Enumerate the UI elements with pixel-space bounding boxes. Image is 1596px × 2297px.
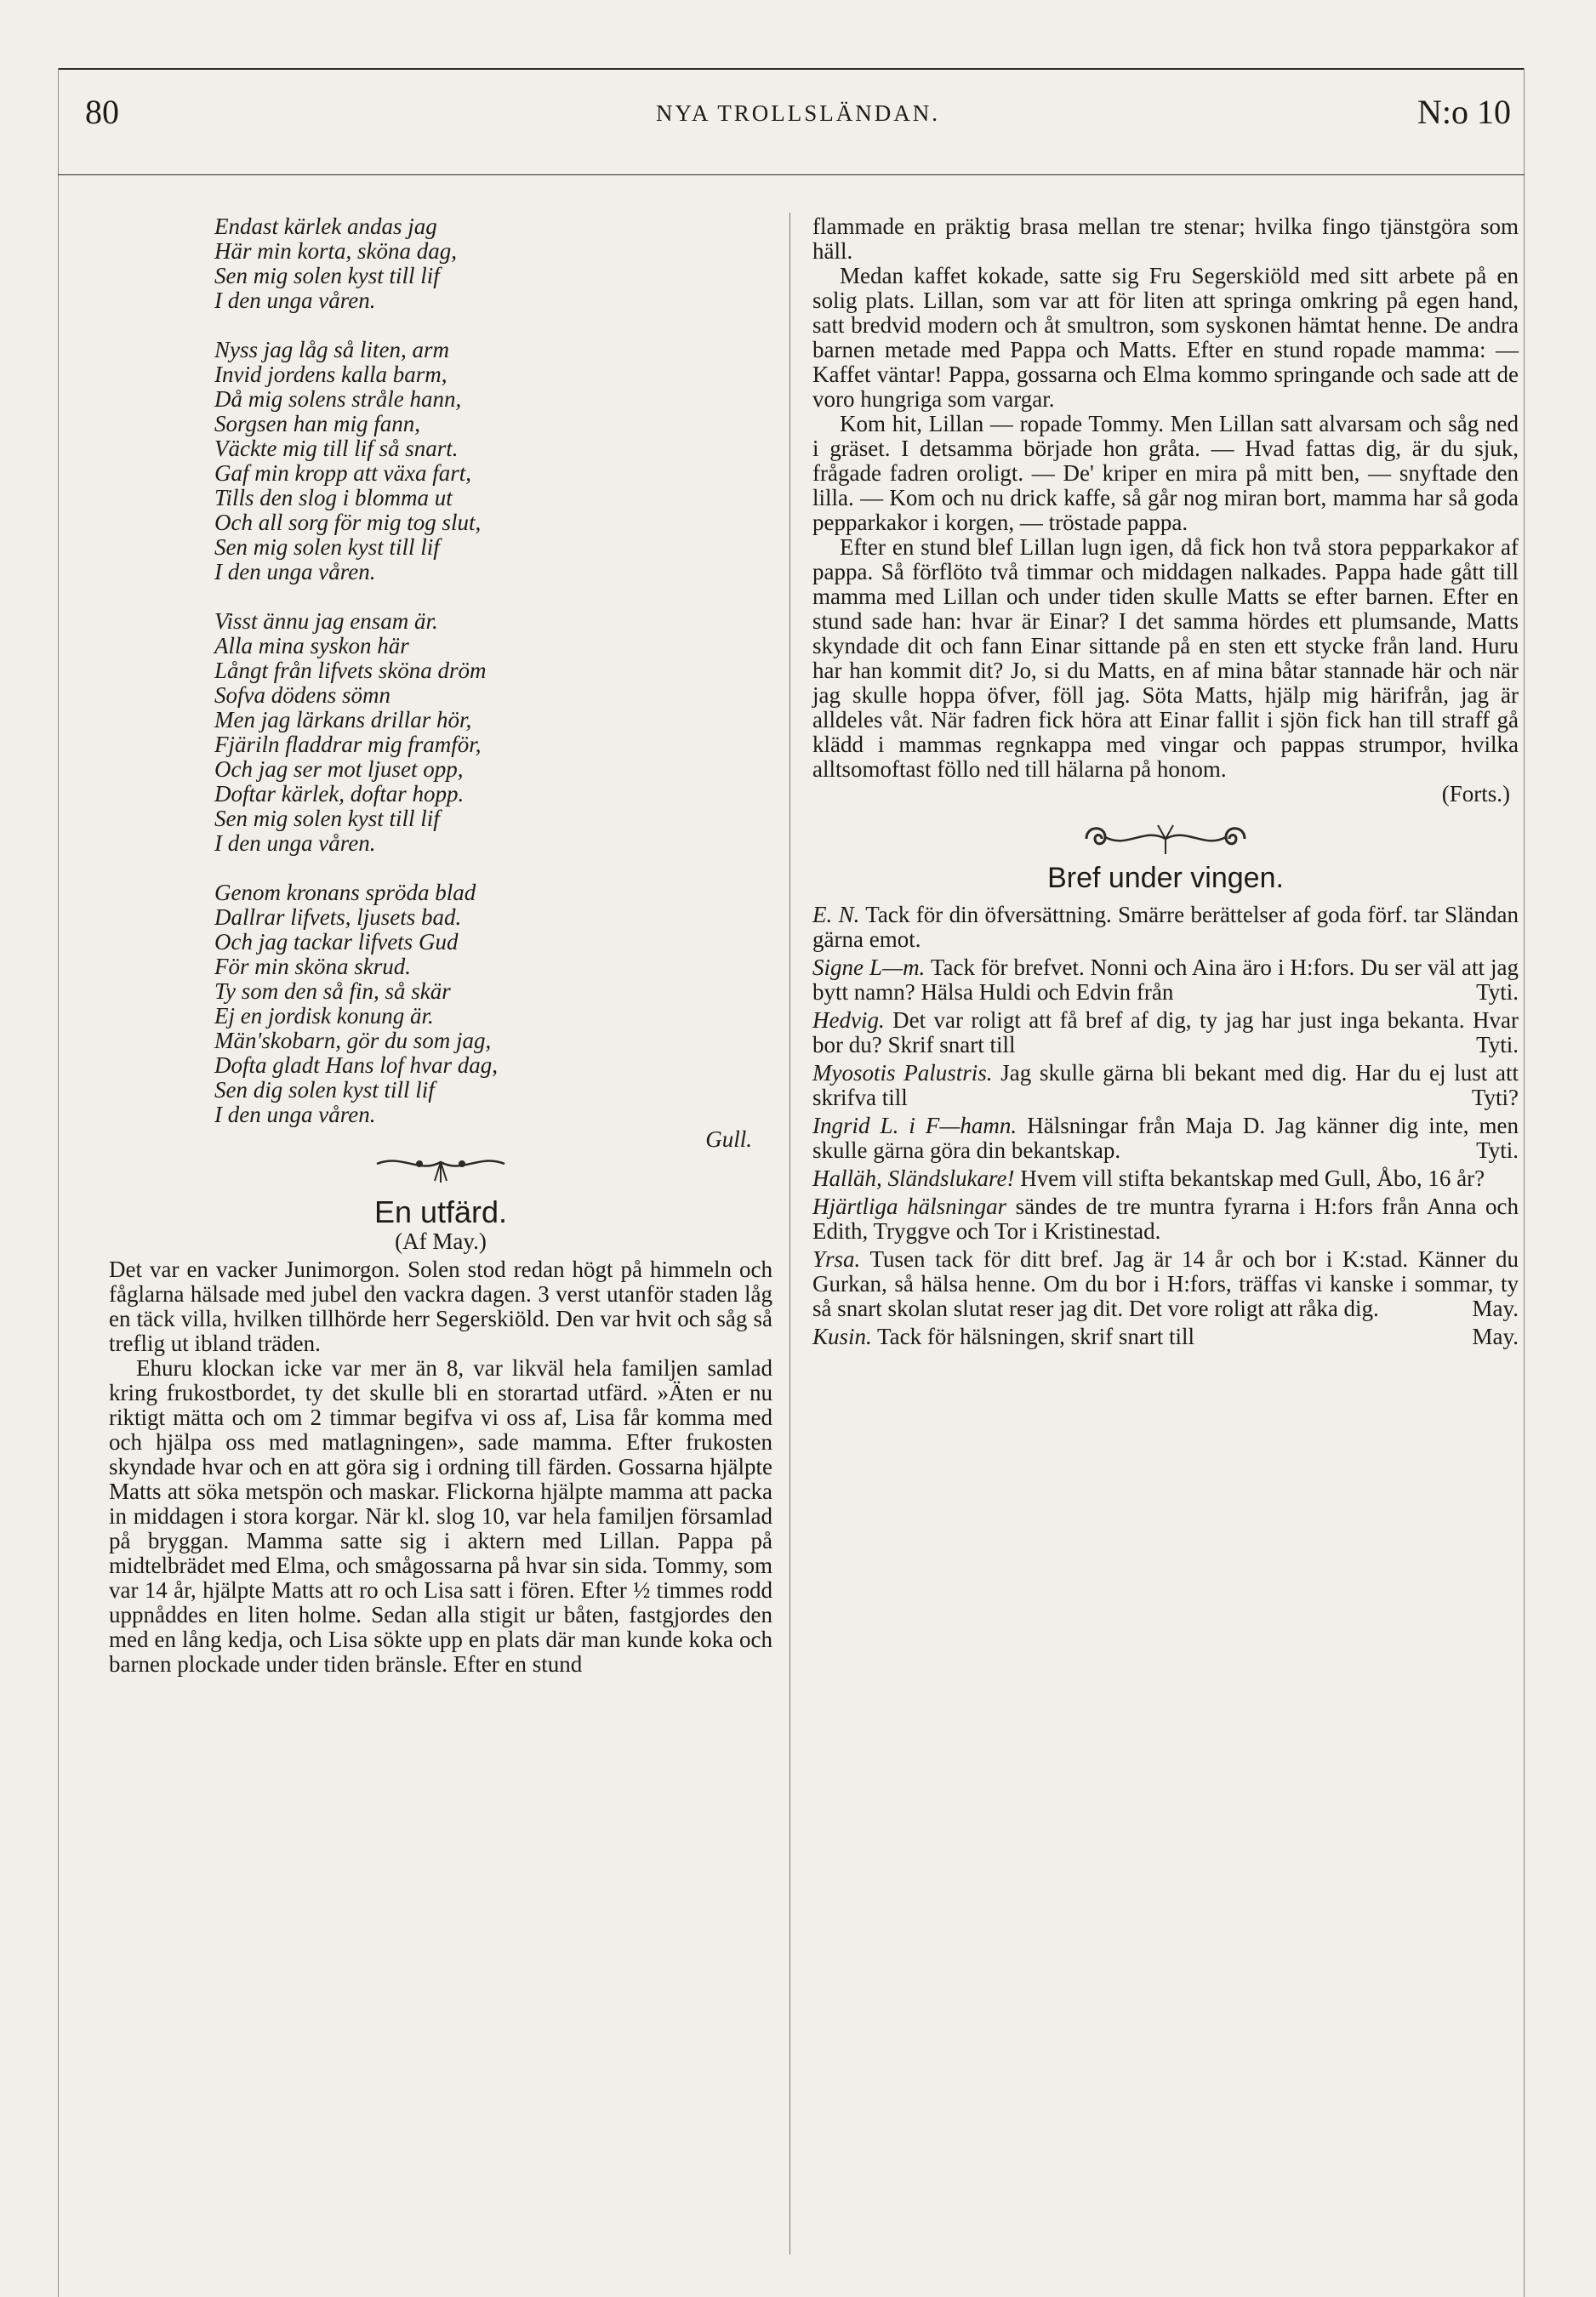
letter-item <box>812 1166 1519 1191</box>
poem-line: Alla mina syskon här <box>214 633 409 658</box>
letter-signature: Tyti? <box>1471 1085 1519 1110</box>
poem-line: Långt från lifvets sköna dröm <box>214 658 487 683</box>
letter-recipient: Myosotis Palustris. <box>812 1060 993 1086</box>
story-byline: (Af May.) <box>395 1228 487 1254</box>
story-title: En utfärd. <box>373 1194 508 1229</box>
letter-item <box>812 1008 1519 1057</box>
poem-line: I den unga våren. <box>214 1102 376 1127</box>
letter-text: Tack för brefvet. Nonni och Aina äro i H:fors. Du ser väl att jag bytt namn? Hälsa Huldi och Edvin från <box>812 955 1519 1005</box>
letter-signature: May. <box>1472 1324 1519 1349</box>
poem-line: Endast kärlek andas jag <box>214 214 437 239</box>
story-paragraph: flammade en präktig brasa mellan tre stenar; hvilka fingo tjänstgöra som häll. <box>812 214 1519 264</box>
poem-line: Och jag ser mot ljuset opp, <box>214 756 464 782</box>
letter-item <box>812 1061 1519 1110</box>
letter-item <box>812 1325 1519 1349</box>
letter-recipient: Kusin. <box>812 1324 872 1349</box>
poem-line: Då mig solens stråle hann, <box>214 386 462 412</box>
letter-recipient: Halläh, Sländslukare! <box>812 1166 1015 1191</box>
letter-text: Hvem vill stifta bekantskap med Gull, Åbo, 16 år? <box>1020 1166 1485 1191</box>
top-rule <box>58 68 1525 70</box>
letter-signature: Tyti. <box>1476 979 1519 1005</box>
letters-title: Bref under vingen. <box>1047 862 1284 894</box>
poem-line: Dallrar lifvets, ljusets bad. <box>214 904 462 930</box>
poem-line: Visst ännu jag ensam är. <box>214 608 438 634</box>
header-rule <box>58 174 1525 175</box>
letter-signature: Tyti. <box>1476 1137 1519 1163</box>
continued-note: (Forts.) <box>1441 781 1510 807</box>
letter-recipient: Signe L—m. <box>812 955 926 980</box>
poem-line: Sen mig solen kyst till lif <box>214 806 440 831</box>
poem-line: Väckte mig till lif så snart. <box>214 436 459 461</box>
poem <box>109 214 772 1127</box>
story-paragraph: Medan kaffet kokade, satte sig Fru Segerskiöld med sitt arbete på en solig plats. Lillan, som var att för liten att springa omkring på egen hand, satt bredvid modern och åt smultron, som syskonen hämtat henne. De andra barnen metade med Pappa och Matts. Efter en stund ropade mamma: — Kaffet väntar! Pappa, gossarna och Elma kommo springande och sade att de voro hungriga som vargar. <box>812 263 1519 412</box>
issue-number: N:o 10 <box>1417 93 1511 131</box>
letter-item <box>812 1194 1519 1244</box>
letter-recipient: Ingrid L. i F—hamn. <box>812 1113 1017 1138</box>
poem-line: Ej en jordisk konung är. <box>214 1003 434 1029</box>
poem-line: Sen dig solen kyst till lif <box>214 1077 435 1103</box>
story-text-right <box>812 214 1519 782</box>
poem-line: Sofva dödens sömn <box>214 682 390 708</box>
letter-text: sändes de tre muntra fyrarna i H:fors från Anna och Edith, Tryggve och Tor i Kristinestad. <box>812 1194 1519 1244</box>
letter-item <box>812 1114 1519 1163</box>
journal-title: NYA TROLLSLÄNDAN. <box>655 100 940 126</box>
letter-item <box>812 955 1519 1005</box>
letter-item <box>812 1247 1519 1321</box>
letter-text: Hälsningar från Maja D. Jag känner dig inte, men skulle gärna göra din bekantskap. <box>812 1113 1519 1163</box>
poem-line: Doftar kärlek, doftar hopp. <box>214 781 465 807</box>
page-edge-right <box>1524 68 1525 2297</box>
poem-line: Dofta gladt Hans lof hvar dag, <box>214 1052 499 1078</box>
poem-line: Fjäriln fladdrar mig framför, <box>214 732 482 757</box>
poem-line: Nyss jag låg så liten, arm <box>214 337 450 362</box>
story-paragraph: Kom hit, Lillan — ropade Tommy. Men Lillan satt alvarsam och såg ned i gräset. I detsamma började hon gråta. — Hvad fattas dig, är du sjuk, frågade fadren oroligt. — De' kriper en mira på mitt ben, — snyftade den lilla. — Kom och nu drick kaffe, så går nog miran bort, mamma har så goda pepparkakor i korgen, — tröstade pappa. <box>812 411 1519 535</box>
story-paragraph: Ehuru klockan icke var mer än 8, var likväl hela familjen samlad kring frukostbordet, ty det skulle bli en storartad utfärd. »Äten er nu riktigt mätta och om 2 timmar begifva vi oss af, Lisa får komma med och hjälpa oss med matlagningen», sade mamma. Efter frukosten skyndade hvar och en att göra sig i ordning till färden. Gossarna hjälpte Matts att söka metspön och maskar. Flickorna hjälpte mamma att packa in middagen i stora korgar. När kl. slog 10, var hela familjen församlad på bryggan. Mamma satte sig i aktern med Lillan. Pappa på midtelbrädet med Elma, och smågossarna på hvar sin sida. Tommy, som var 14 år, hjälpte Matts att ro och Lisa satt i fören. Efter ½ timmes rodd uppnåddes en liten holme. Sedan alla stigit ur båten, fastgjordes den med en lång kedja, och Lisa sökte upp en plats där man kunde koka och barnen plockade under tiden bränsle. Efter en stund <box>109 1355 772 1677</box>
poem-line: Män'skobarn, gör du som jag, <box>214 1028 492 1053</box>
page-edge-left <box>58 68 59 2297</box>
letter-text: Det var roligt att få bref af dig, ty jag har just inga bekanta. Hvar bor du? Skrif snart till <box>812 1007 1519 1057</box>
page-number: 80 <box>85 93 119 131</box>
left-column <box>109 214 772 1677</box>
page-header <box>85 92 1511 151</box>
poem-stanza <box>214 881 772 1127</box>
poem-line: Och all sorg för mig tog slut, <box>214 510 482 535</box>
poem-line: Invid jordens kalla barm, <box>214 362 447 387</box>
poem-line: Sorgsen han mig fann, <box>214 411 420 436</box>
story-paragraph: Det var en vacker Junimorgon. Solen stod redan högt på himmeln och fåglarna hälsade med jubel den vackra dagen. 3 verst utanför staden låg en täck villa, hvilken tillhörde herr Segerskiöld. Den var hvit och såg så treflig ut ibland träden. <box>109 1257 772 1356</box>
poem-line: Och jag tackar lifvets Gud <box>214 929 459 955</box>
poem-stanza <box>214 338 772 584</box>
poem-line: Genom kronans spröda blad <box>214 880 476 905</box>
poem-line: Ty som den så fin, så skär <box>214 978 451 1004</box>
letter-text: Jag skulle gärna bli bekant med dig. Har du ej lust att skrifva till <box>812 1060 1519 1110</box>
letter-signature: Tyti. <box>1476 1032 1519 1057</box>
poem-stanza <box>214 609 772 856</box>
poem-line: Sen mig solen kyst till lif <box>214 263 440 288</box>
column-divider <box>789 213 790 2254</box>
flourish-ornament-icon <box>109 1152 772 1191</box>
letter-recipient: E. N. <box>812 902 860 927</box>
letter-text: Tack för hälsningen, skrif snart till <box>877 1324 1195 1349</box>
letter-text: Tack för din öfversättning. Smärre berättelser af goda förf. tar Sländan gärna emot. <box>812 902 1519 952</box>
poem-line: Men jag lärkans drillar hör, <box>214 707 472 732</box>
poem-line: I den unga våren. <box>214 559 376 584</box>
poem-line: I den unga våren. <box>214 830 376 856</box>
letter-recipient: Hjärtliga hälsningar <box>812 1194 1007 1219</box>
letter-text: Tusen tack för ditt bref. Jag är 14 år och bor i K:stad. Känner du Gurkan, så hälsa henne. Om du bor i H:fors, träffas vi kanske i sommar, ty så snart skolan slutat reser jag dit. Det vore roligt att råka dig. <box>812 1246 1519 1321</box>
poem-line: Sen mig solen kyst till lif <box>214 534 440 560</box>
letter-item <box>812 903 1519 952</box>
poem-signature: Gull. <box>705 1126 752 1152</box>
story-paragraph: Efter en stund blef Lillan lugn igen, då fick hon två stora pepparkakor af pappa. Så förflöto två timmar och middagen nalkades. Pappa hade gått till mamma med Lillan och under tiden skulle Matts se efter barnen. Efter en stund sade han: hvar är Einar? I det samma hördes ett plumsande, Matts skyndade dit och fann Einar sittande på en sten ett stycke från land. Huru har han kommit dit? Jo, si du Matts, en af mina båtar stannade här och när jag skulle hoppa öfver, föll jag. Söta Matts, hjälp mig härifrån, jag är alldeles våt. När fadren fick höra att Einar fallit i sjön fick han till straff gå klädd i mammas regnkappa med vingar och pappas strumpor, hvilka alltsomoftast föllo ned till hälarna på honom. <box>812 534 1519 782</box>
poem-line: Tills den slog i blomma ut <box>214 485 453 510</box>
poem-line: Gaf min kropp att växa fart, <box>214 460 471 486</box>
poem-line: I den unga våren. <box>214 288 376 313</box>
poem-line: För min sköna skrud. <box>214 954 411 979</box>
poem-stanza <box>214 214 772 313</box>
right-column <box>812 214 1519 1353</box>
letter-recipient: Hedvig. <box>812 1007 885 1033</box>
letter-recipient: Yrsa. <box>812 1246 861 1272</box>
letter-signature: May. <box>1472 1296 1519 1321</box>
poem-line: Här min korta, sköna dag, <box>214 238 457 264</box>
scroll-ornament-icon <box>812 818 1519 863</box>
story-text-left <box>109 1257 772 1677</box>
